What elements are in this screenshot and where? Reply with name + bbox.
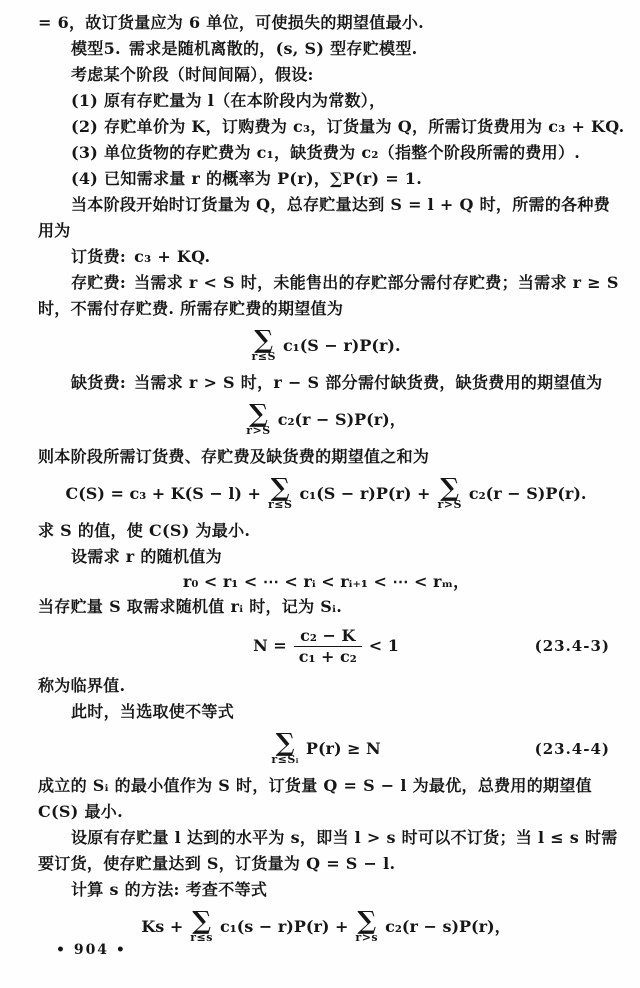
line-total-cost-intro: 则本阶段所需订货费、存贮费及缺货费的期望值之和为 xyxy=(38,447,430,466)
equation-number: (23.4-3) xyxy=(534,636,610,655)
formula-text: c₁(S − r)P(r) + xyxy=(299,484,431,504)
storage-cost-text: 当需求 r < S 时，未能售出的存贮部分需付存贮费；当需求 r ≥ S xyxy=(134,273,619,292)
shortage-cost-text: 当需求 r > S 时，r − S 部分需付缺货费，缺货费用的期望值为 xyxy=(134,373,603,392)
line-reorder-point-2: 要订货，使存贮量达到 S，订货量为 Q = S − l. xyxy=(38,853,396,873)
sigma-sum xyxy=(271,727,299,766)
sum-limit: r>S xyxy=(246,424,271,437)
formula-total-expected-cost xyxy=(38,473,614,511)
sum-limit: r≤S xyxy=(251,350,276,363)
formula-text: c₂(r − s)P(r)， xyxy=(385,916,511,936)
sigma-sum xyxy=(251,325,276,363)
line-stage-start-cost-1: 当本阶段开始时订货量为 Q，总存贮量达到 S = l + Q 时，所需的各种费 xyxy=(71,195,611,214)
equation-selection-condition xyxy=(38,727,614,766)
line-shortage-cost xyxy=(38,370,614,396)
formula-text: c₁(s − r)P(r) + xyxy=(219,916,349,936)
line-stage-start-cost-2: 用为 xyxy=(38,221,71,240)
line-optimal-order-1: 成立的 Sᵢ 的最小值作为 S 时，订货量 Q = S − l 为最优，总费用的期望值 xyxy=(38,775,592,795)
sigma-icon: ∑ xyxy=(357,905,377,935)
model5-title: 需求是随机离散的，(s, S) 型存贮模型. xyxy=(128,39,418,58)
assumption-2: (2) 存贮单价为 K，订购费为 c₃，订货量为 Q，所需订货费用为 c₃ + KQ. xyxy=(71,117,625,136)
model5-label: 模型5. xyxy=(71,39,121,58)
line-stage-assumption-intro: 考虑某个阶段（时间间隔），假设: xyxy=(71,65,314,84)
formula-storage-cost-expectation xyxy=(38,325,614,363)
line-storage-cost-2: 时，不需付存贮费. 所需存贮费的期望值为 xyxy=(38,299,344,318)
ordering-cost-label: 订货费: xyxy=(71,247,127,266)
sum-limit: r>S xyxy=(437,498,462,511)
sigma-sum xyxy=(437,473,462,511)
sigma-sum xyxy=(246,399,271,437)
sigma-sum xyxy=(267,473,293,511)
sigma-icon: ∑ xyxy=(254,325,274,354)
line-storage-cost-1 xyxy=(38,270,619,296)
assumption-4: (4) 已知需求量 r 的概率为 P(r)，∑P(r) = 1. xyxy=(71,169,423,188)
sigma-icon: ∑ xyxy=(270,473,290,502)
line-minimize-cs: 求 S 的值，使 C(S) 为最小. xyxy=(38,521,251,540)
formula-text: r₀ < r₁ < ⋯ < rᵢ < rᵢ₊₁ < ⋯ < rₘ， xyxy=(182,572,470,591)
line-order-quantity-conclusion: = 6，故订货量应为 6 单位，可使损失的期望值最小. xyxy=(38,13,425,32)
assumption-3: (3) 单位货物的存贮费为 c₁，缺货费为 c₂（指整个阶段所需的费用）. xyxy=(71,143,581,162)
sum-limit: r≤Sᵢ xyxy=(271,752,299,766)
line-ordering-cost xyxy=(38,244,614,270)
fraction-numerator: c₂ − K xyxy=(300,625,356,645)
formula-text: N = xyxy=(253,636,287,656)
formula-s-inequality xyxy=(38,905,614,944)
storage-cost-label: 存贮费: xyxy=(71,273,127,292)
ordering-cost-value: c₃ + KQ. xyxy=(134,247,211,266)
line-reorder-point-1: 设原有存贮量 l 达到的水平为 s，即当 l > s 时可以不订货；当 l ≤ s 时需 xyxy=(71,827,618,847)
sigma-icon: ∑ xyxy=(192,905,212,935)
sigma-icon: ∑ xyxy=(440,473,460,502)
sigma-icon: ∑ xyxy=(275,727,295,757)
sum-limit: r>s xyxy=(355,930,379,944)
line-critical-value-name: 称为临界值. xyxy=(38,675,126,695)
formula-text: < 1 xyxy=(368,636,399,656)
sum-limit: r≤S xyxy=(267,498,293,511)
line-demand-random-values-intro: 设需求 r 的随机值为 xyxy=(71,547,222,566)
line-select-inequality-intro: 此时，当选取使不等式 xyxy=(71,701,235,721)
sum-limit: r≤s xyxy=(190,930,213,944)
sigma-sum xyxy=(355,905,379,944)
formula-text: c₂(r − S)P(r). xyxy=(468,484,587,504)
line-model5-heading xyxy=(38,36,614,62)
sigma-icon: ∑ xyxy=(249,399,268,428)
sigma-sum xyxy=(190,905,213,944)
assumption-1: (1) 原有存贮量为 l（在本阶段内为常数）， xyxy=(71,91,386,110)
formula-text: C(S) = c₃ + K(S − l) + xyxy=(65,484,261,504)
fraction-denominator: c₁ + c₂ xyxy=(294,646,362,666)
shortage-cost-label: 缺货费: xyxy=(71,373,127,392)
formula-text: c₂(r − S)P(r)， xyxy=(277,410,406,430)
page-number: • 904 • xyxy=(56,942,127,958)
equation-critical-value xyxy=(38,627,614,666)
line-optimal-order-2: C(S) 最小. xyxy=(38,801,123,821)
equation-number: (23.4-4) xyxy=(534,739,610,758)
line-si-definition: 当存贮量 S 取需求随机值 rᵢ 时，记为 Sᵢ. xyxy=(38,596,343,616)
fraction xyxy=(294,627,362,666)
line-compute-s-method: 计算 s 的方法: 考查不等式 xyxy=(71,879,268,899)
formula-text: c₁(S − r)P(r). xyxy=(282,336,401,356)
formula-text: P(r) ≥ N xyxy=(305,738,381,758)
formula-shortage-cost-expectation xyxy=(38,399,614,437)
formula-text: Ks + xyxy=(141,916,184,936)
formula-demand-sequence xyxy=(38,573,614,591)
